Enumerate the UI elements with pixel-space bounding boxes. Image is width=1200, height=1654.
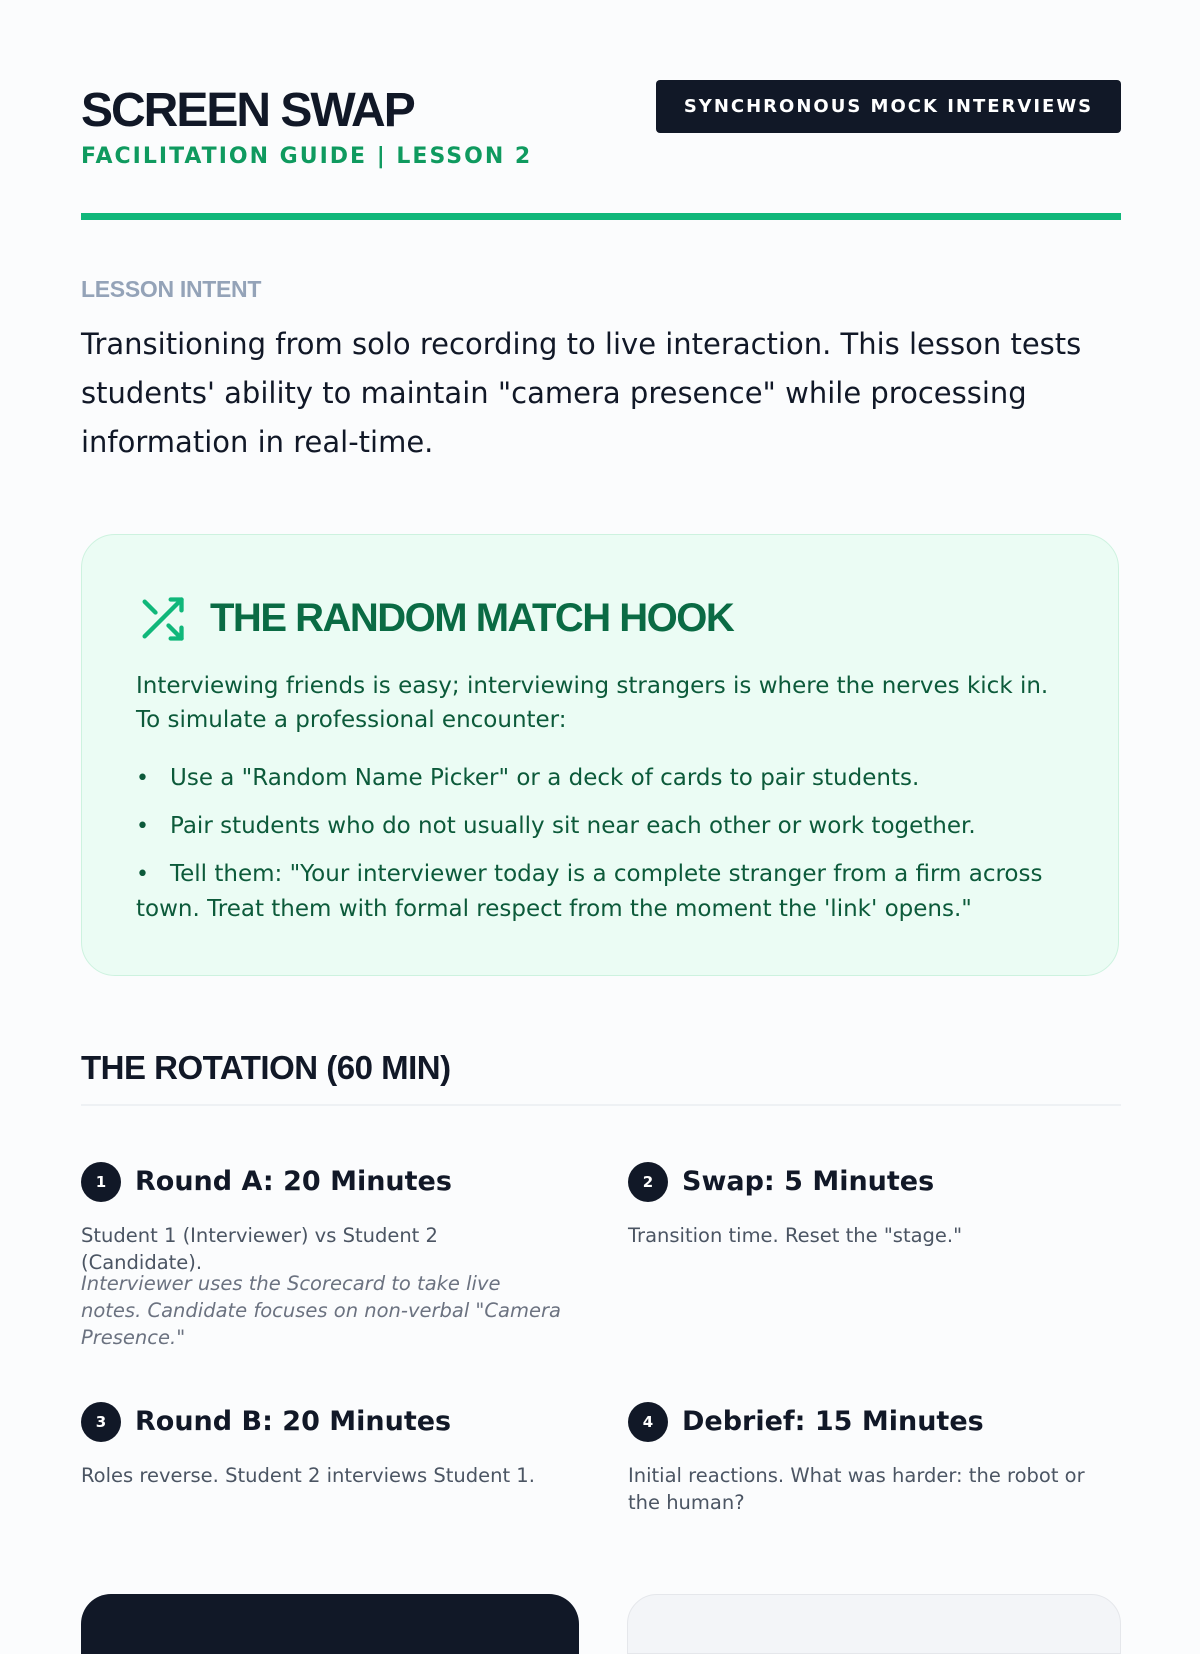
rotation-divider xyxy=(81,1104,1121,1106)
step-number-badge: 3 xyxy=(81,1402,121,1442)
step-number-badge: 2 xyxy=(628,1162,668,1202)
list-item xyxy=(136,857,1066,926)
list-item xyxy=(136,761,1066,796)
header-divider xyxy=(81,213,1121,220)
list-item-text: Pair students who do not usually sit near each other or work together. xyxy=(170,813,976,839)
step-number-badge: 1 xyxy=(81,1162,121,1202)
list-item-text: Use a "Random Name Picker" or a deck of cards to pair students. xyxy=(170,765,920,791)
intent-text: Transitioning from solo recording to live interaction. This lesson tests students' ability to maintain "camera presence" while processing information in real-time. xyxy=(81,327,1082,459)
step-number-badge: 4 xyxy=(628,1402,668,1442)
rotation-title: THE ROTATION (60 MIN) xyxy=(81,1049,451,1086)
hook-title: THE RANDOM MATCH HOOK xyxy=(210,596,734,640)
step-description: Initial reactions. What was harder: the robot or the human? xyxy=(628,1464,1085,1514)
list-item xyxy=(136,809,1066,844)
page-header xyxy=(81,0,1121,220)
step-description: Transition time. Reset the "stage." xyxy=(628,1224,963,1247)
dark-card-top-edge xyxy=(81,1594,579,1654)
format-badge: SYNCHRONOUS MOCK INTERVIEWS xyxy=(656,80,1121,133)
hook-card xyxy=(81,534,1119,976)
bullet-icon: • xyxy=(136,766,149,791)
step-note: Interviewer uses the Scorecard to take live notes. Candidate focuses on non-verbal "Camera Presence." xyxy=(81,1272,561,1349)
step-title: Round B: 20 Minutes xyxy=(135,1406,452,1437)
hook-list xyxy=(136,761,1066,939)
intent-label: LESSON INTENT xyxy=(81,276,262,302)
shuffle-icon xyxy=(136,593,188,645)
list-item-text: Tell them: "Your interviewer today is a complete stranger from a firm across town. Treat them with formal respect from the moment the 'link' opens." xyxy=(136,861,1043,922)
step-description: Student 1 (Interviewer) vs Student 2 (Candidate). xyxy=(81,1224,438,1274)
step-description: Roles reverse. Student 2 interviews Student 1. xyxy=(81,1464,535,1487)
step-title: Debrief: 15 Minutes xyxy=(682,1406,984,1437)
bullet-icon: • xyxy=(136,862,149,887)
facilitation-guide-page xyxy=(81,0,1121,1514)
page-subtitle: FACILITATION GUIDE | LESSON 2 xyxy=(81,144,533,169)
bullet-icon: • xyxy=(136,814,149,839)
hook-intro: Interviewing friends is easy; interviewing strangers is where the nerves kick in. To simulate a professional encounter: xyxy=(136,673,1049,733)
page-title: SCREEN SWAP xyxy=(81,84,414,137)
step-title: Swap: 5 Minutes xyxy=(682,1166,935,1197)
light-card-top-edge xyxy=(627,1594,1121,1654)
step-title: Round A: 20 Minutes xyxy=(135,1166,452,1197)
